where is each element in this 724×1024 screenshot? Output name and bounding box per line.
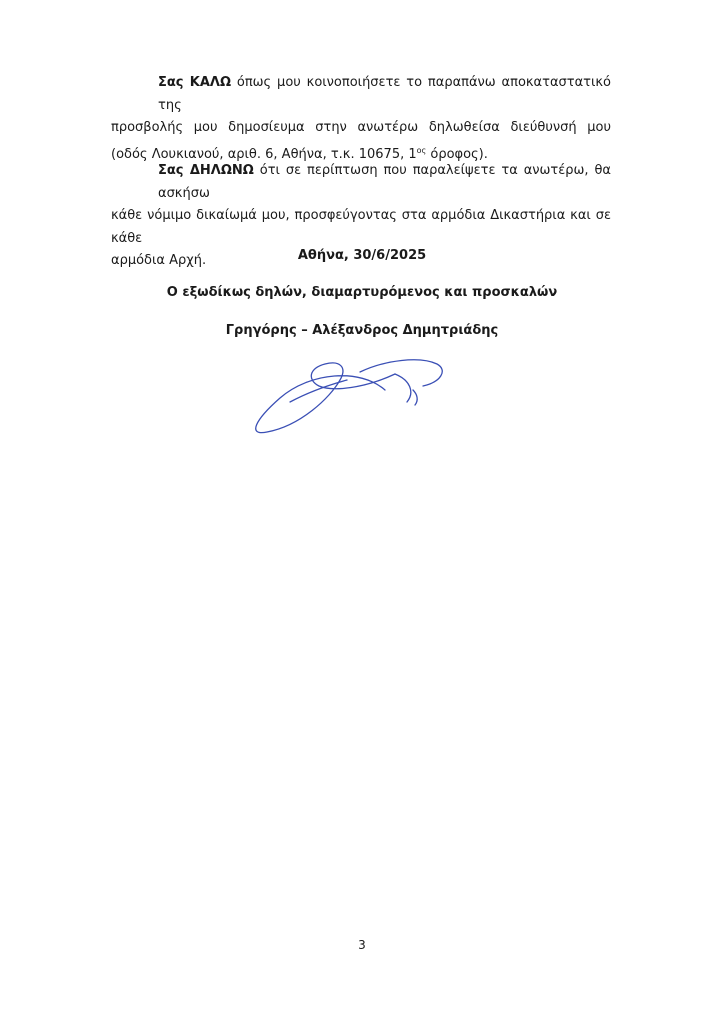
declare-paragraph-line-3: αρμόδια Αρχή. bbox=[111, 253, 207, 268]
declare-bold-lead: Σας ΔΗΛΩΝΩ bbox=[158, 163, 254, 178]
signatory-name: Γρηγόρης – Αλέξανδρος Δημητριάδης bbox=[225, 323, 499, 338]
place-and-date: Αθήνα, 30/6/2025 bbox=[297, 248, 427, 263]
address-text: (οδός Λουκιανού, αριθ. 6, Αθήνα, τ.κ. 10675, 1 bbox=[111, 146, 417, 162]
declare-line-1-text: ότι σε περίπτωση που παραλείψετε τα ανωτέρω, θα ασκήσω bbox=[158, 163, 612, 201]
handwritten-signature bbox=[245, 350, 450, 440]
declare-paragraph-line-2: κάθε νόμιμο δικαίωμά μου, προσφεύγοντας στα αρμόδια Δικαστήρια και σε κάθε bbox=[111, 208, 611, 246]
declare-paragraph-line-1 bbox=[111, 160, 611, 205]
page-number: 3 bbox=[358, 938, 366, 952]
call-line-1-text: όπως μου κοινοποιήσετε το παραπάνω αποκαταστατικό της bbox=[158, 75, 611, 113]
call-paragraph-line-2: προσβολής μου δημοσίευμα στην ανωτέρω δηλωθείσα διεύθυνσή μου bbox=[111, 120, 611, 135]
floor-text: όροφος). bbox=[426, 146, 488, 162]
declarant-title: Ο εξωδίκως δηλών, διαμαρτυρόμενος και προσκαλών bbox=[166, 285, 558, 300]
call-paragraph bbox=[111, 72, 611, 166]
floor-ordinal-superscript: ος bbox=[416, 145, 427, 155]
call-bold-lead: Σας ΚΑΛΩ bbox=[158, 75, 232, 90]
call-paragraph-line-1 bbox=[111, 72, 611, 117]
